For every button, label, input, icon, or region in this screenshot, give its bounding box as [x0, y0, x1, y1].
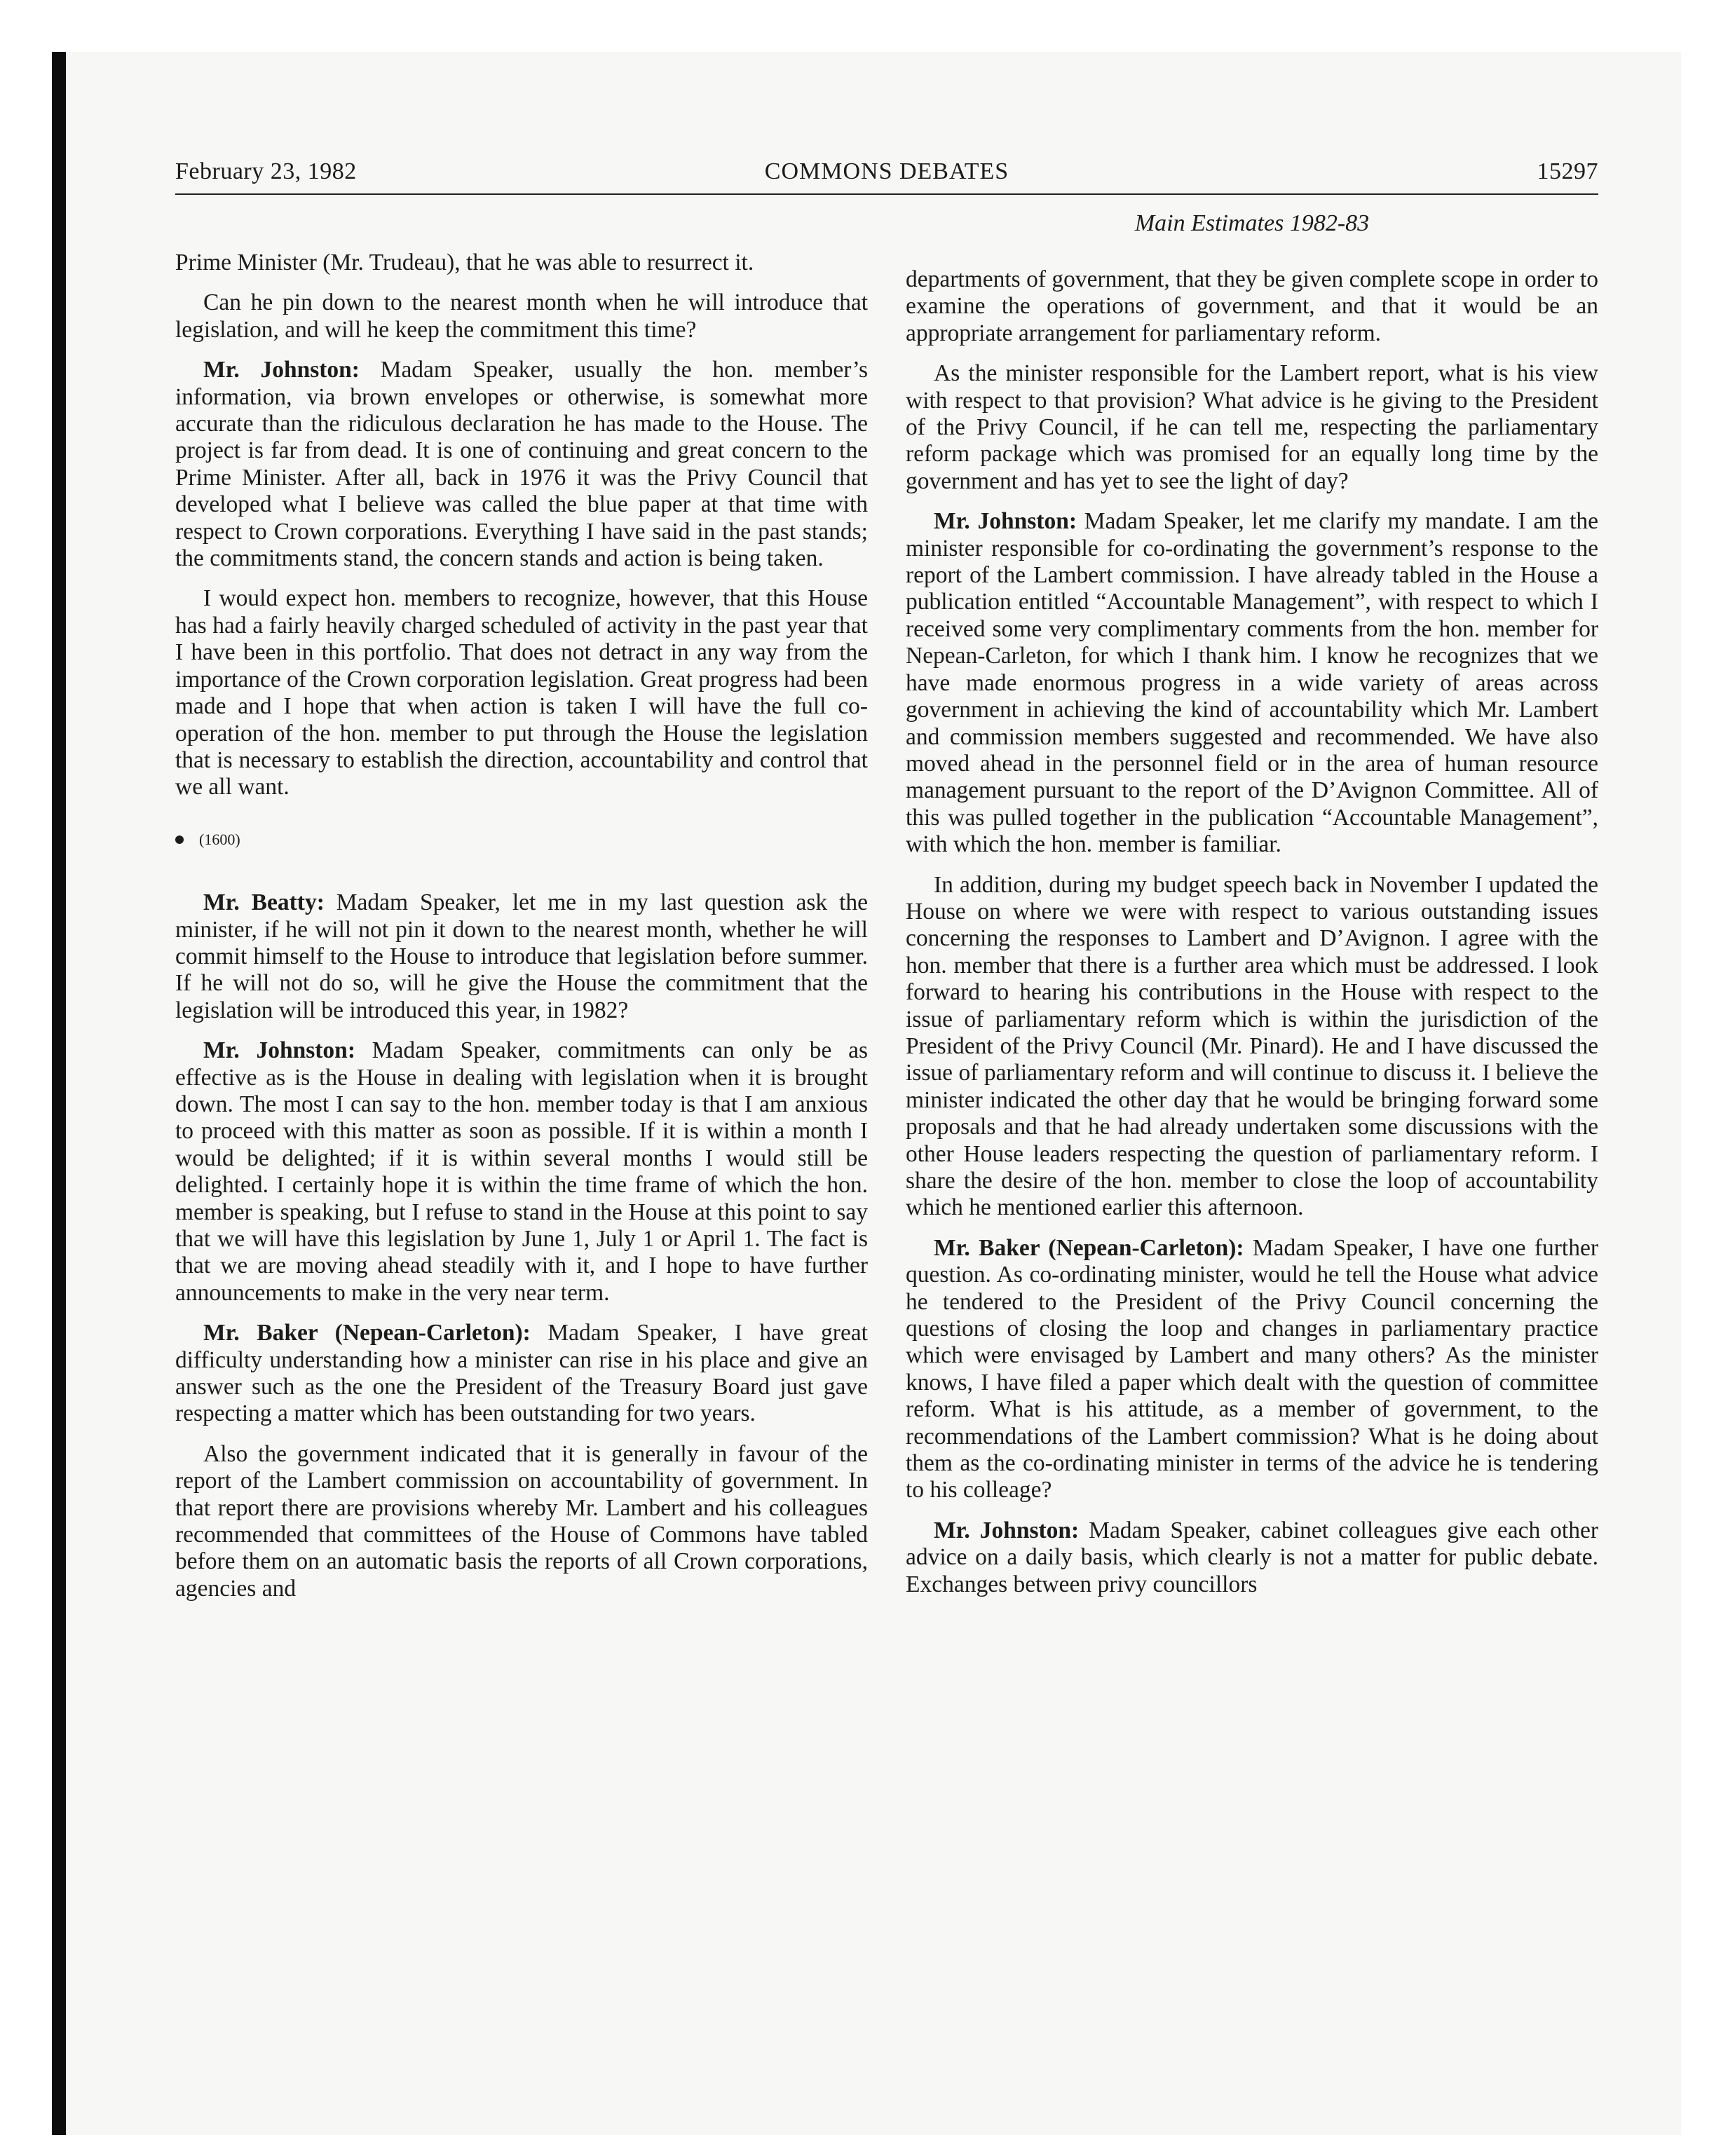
speaker-name: Mr. Johnston: — [203, 357, 360, 383]
paragraph: I would expect hon. members to recognize, however, that this House has had a fairly heavily charged scheduled of activity in the past year that I have been in this portfolio. That does not detract in any way from the importance of the Crown corporation legislation. Great progress had been made and I hope that when action is taken I will have the full co-operation of the hon. member to put through the House the legislation that is necessary to establish the direction, accountability and control that we all want. — [175, 585, 868, 800]
speech-paragraph — [906, 1517, 1598, 1598]
paragraph: departments of government, that they be given complete scope in order to examine the operations of government, and that it would be an appropriate arrangement for parliamentary reform. — [906, 266, 1598, 346]
header-publication: COMMONS DEBATES — [764, 158, 1009, 184]
speech-paragraph — [175, 1037, 868, 1306]
speaker-name: Mr. Johnston: — [934, 1517, 1080, 1543]
paragraph: As the minister responsible for the Lambert report, what is his view with respect to that provision? What advice is he giving to the President of the Privy Council, if he can tell me, respecting the parliamentary reform package which was promised for an equally long time by the government and has yet to see the light of day? — [906, 360, 1598, 494]
speaker-name: Mr. Baker (Nepean-Carleton): — [934, 1234, 1244, 1261]
left-column — [175, 250, 868, 1616]
speech-text: Madam Speaker, I have one further question. As co-ordinating minister, would he tell the House what advice he tendered to the President of the Privy Council concerning the questions of closing the loop and changes in parliamentary practice which were envisaged by Lambert and many others? As the minister knows, I have filed a paper which dealt with the question of committee reform. What is his attitude, as a member of government, to the recommendations of the Lambert commission? What is he doing about them as the co-ordinating minister in terms of the advice he is tendering to his colleage? — [906, 1234, 1598, 1503]
paragraph: Also the government indicated that it is generally in favour of the report of the Lambert commission on accountability of government. In that report there are provisions whereby Mr. Lambert and his colleagues recommended that committees of the House of Commons have tabled before them on an automatic basis the reports of all Crown corporations, agencies and — [175, 1440, 868, 1602]
speaker-name: Mr. Baker (Nepean-Carleton): — [203, 1320, 531, 1346]
header-rule — [175, 193, 1598, 195]
speech-paragraph — [175, 889, 868, 1024]
speech-text: Madam Speaker, let me in my last question ask the minister, if he will not pin it down to the nearest month, whether he will commit himself to the House to introduce that legislation before summer. If he will not do so, will he give the House the commitment that the legislation will be introduced this year, in 1982? — [175, 889, 868, 1023]
paragraph: Prime Minister (Mr. Trudeau), that he was able to resurrect it. — [175, 250, 754, 275]
paragraph: In addition, during my budget speech back in November I updated the House on where we were with respect to various outstanding issues concerning the responses to Lambert and D’Avignon. I agree with the hon. member that there is a further area which must be addressed. I look forward to hearing his contributions in the House with respect to the issue of parliamentary reform which is within the jurisdiction of the President of the Privy Council (Mr. Pinard). He and I have discussed the issue of parliamentary reform and will continue to discuss it. I believe the minister indicated the other day that he would be bringing forward some proposals and that he had already undertaken some discussions with the other House leaders respecting the question of parliamentary reform. I share the desire of the hon. member to close the loop of accountability which he mentioned earlier this afternoon. — [906, 871, 1598, 1221]
running-header — [175, 158, 1598, 195]
speech-text: Madam Speaker, cabinet colleagues give each other advice on a daily basis, which clearly is not a matter for public debate. Exchanges between privy councillors — [906, 1517, 1598, 1597]
speaker-name: Mr. Beatty: — [203, 889, 325, 916]
speech-paragraph — [175, 1320, 868, 1428]
right-column — [906, 266, 1598, 1611]
speaker-name: Mr. Johnston: — [934, 508, 1077, 535]
scan-binding-edge — [52, 52, 66, 2135]
section-title: Main Estimates 1982-83 — [1134, 210, 1370, 236]
header-page-number: 15297 — [1537, 158, 1598, 184]
time-marker-text: (1600) — [199, 830, 240, 848]
header-date: February 23, 1982 — [175, 158, 357, 184]
speech-text: Madam Speaker, let me clarify my mandate. I am the minister responsible for co-ordinating the government’s response to the report of the Lambert commission. I have already tabled in the House a publication entitled “Accountable Management”, with respect to which I received some very complimentary comments from the hon. member for Nepean-Carleton, for which I thank him. I know he recognizes that we have made enormous progress in a wide variety of areas across government in achieving the kind of accountability which Mr. Lambert and commission members suggested and recommended. We have also moved ahead in the personnel field or in the area of human resource management pursuant to the report of the D’Avignon Committee. All of this was pulled together in the publication “Accountable Management”, with which the hon. member is familiar. — [906, 508, 1599, 858]
speech-paragraph — [906, 1235, 1598, 1504]
speech-paragraph — [906, 508, 1598, 858]
speaker-name: Mr. Johnston: — [203, 1037, 355, 1064]
speech-text: Madam Speaker, usually the hon. member’s information, via brown envelopes or otherwise, is somewhat more accurate than the ridiculous declaration he has made to the House. The project is far from dead. It is one of continuing and great concern to the Prime Minister. After all, back in 1976 it was the Privy Council that developed what I believe was called the blue paper at that time with respect to Crown corporations. Everything I have said in the past stands; the commitments stand, the concern stands and action is being taken. — [175, 357, 868, 572]
speech-paragraph — [175, 357, 868, 572]
paragraph: Can he pin down to the nearest month when he will introduce that legislation, and will he keep the commitment this time? — [175, 289, 868, 343]
time-marker — [175, 826, 868, 853]
speech-text: Madam Speaker, commitments can only be as effective as is the House in dealing with legislation when it is brought down. The most I can say to the hon. member today is that I am anxious to proceed with this matter as soon as possible. If it is within a month I would be delighted; if it is within several months I would still be delighted. I certainly hope it is within the time frame of which the hon. member is speaking, but I refuse to stand in the House at this point to say that we will have this legislation by June 1, July 1 or April 1. The fact is that we are moving ahead steadily with it, and I hope to have further announcements to make in the very near term. — [175, 1037, 868, 1306]
bullet-icon — [175, 835, 184, 844]
speech-text: Madam Speaker, I have great difficulty understanding how a minister can rise in his place and give an answer such as the one the President of the Treasury Board just gave respecting a matter which has been outstanding for two years. — [175, 1320, 868, 1427]
